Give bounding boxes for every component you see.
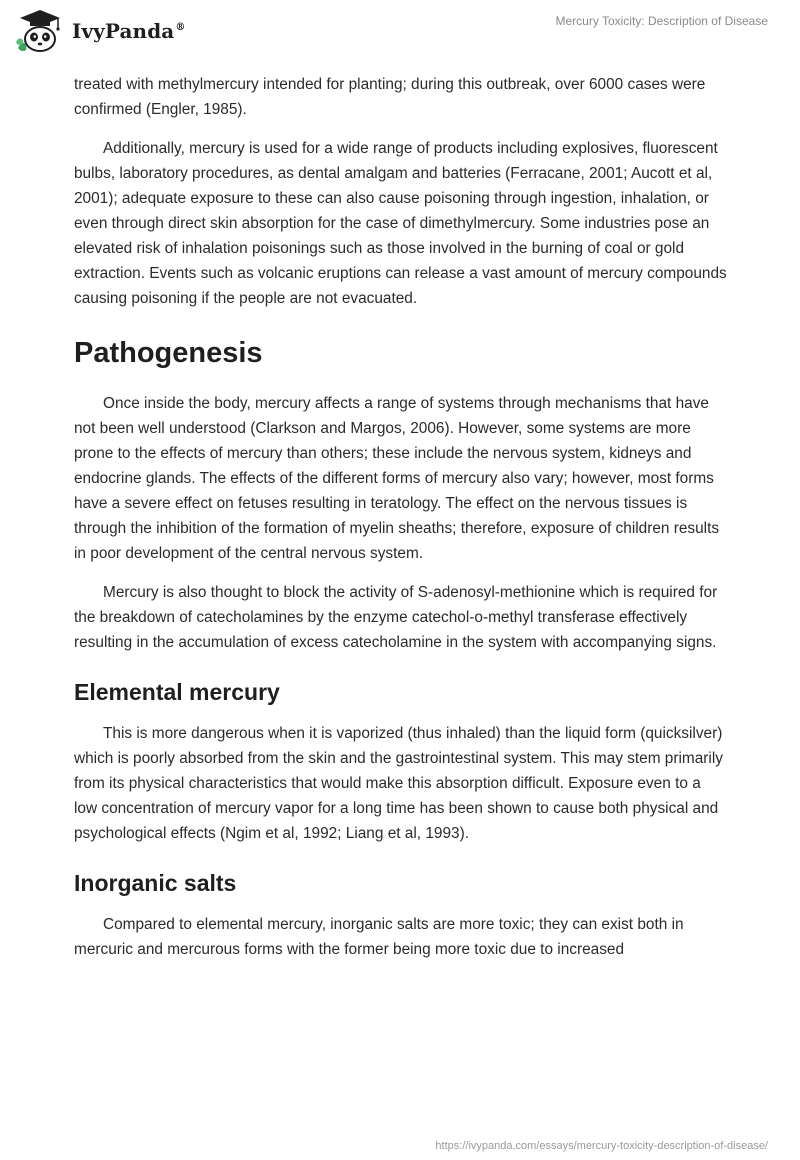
page-footer-url[interactable]: https://ivypanda.com/essays/mercury-toxicity-description-of-disease/ <box>435 1140 768 1152</box>
essay-content <box>74 72 728 962</box>
site-logo[interactable] <box>14 8 185 54</box>
panda-graduate-logo-icon <box>14 8 66 54</box>
paragraph-pathogenesis: Once inside the body, mercury affects a range of systems through mechanisms that have not been well understood (Clarkson and Margos, 2006). However, some systems are more prone to the effects of mercury than others; these include the nervous system, kidneys and endocrine glands. The effects of the different forms of mercury also vary; however, most forms have a severe effect on fetuses resulting in teratology. The effect on the nervous tissues is through the inhibition of the formation of myelin sheaths; therefore, exposure of children results in poor development of the central nervous system. <box>74 395 720 562</box>
heading-pathogenesis: Pathogenesis <box>74 337 263 369</box>
page-header <box>0 0 800 66</box>
paragraph-catecholamines: Mercury is also thought to block the activity of S-adenosyl-methionine which is required for the breakdown of catecholamines by the enzyme catechol-o-methyl transferase effectively resulting in the accumulation of excess catecholamine in the system with accompanying signs. <box>74 584 718 651</box>
registered-mark: ® <box>175 22 186 34</box>
document-title: Mercury Toxicity: Description of Disease <box>555 14 768 28</box>
paragraph-mercury-uses: Additionally, mercury is used for a wide range of products including explosives, fluorescent bulbs, laboratory procedures, as dental amalgam and batteries (Ferracane, 2001; Aucott et al, 2001); adequate exposure to these can also cause poisoning through ingestion, inhalation, or even through direct skin absorption for the case of dimethylmercury. Some industries pose an elevated risk of inhalation poisonings such as those involved in the burning of coal or gold extraction. Events such as volcanic eruptions can release a vast amount of mercury compounds causing poisoning if the people are not evacuated. <box>74 140 727 307</box>
heading-elemental-mercury: Elemental mercury <box>74 679 280 705</box>
heading-inorganic-salts: Inorganic salts <box>74 870 237 896</box>
paragraph-intro-continued: treated with methylmercury intended for planting; during this outbreak, over 6000 cases were confirmed (Engler, 1985). <box>74 76 706 118</box>
paragraph-elemental-mercury: This is more dangerous when it is vaporized (thus inhaled) than the liquid form (quicksilver) which is poorly absorbed from the skin and the gastrointestinal system. This may stem primarily from its physical characteristics that would make this absorption difficult. Exposure even to a low concentration of mercury vapor for a long time has been shown to cause both physical and psychological effects (Ngim et al, 1992; Liang et al, 1993). <box>74 725 723 842</box>
paragraph-inorganic-salts: Compared to elemental mercury, inorganic salts are more toxic; they can exist both in mercuric and mercurous forms with the former being more toxic due to increased <box>74 916 684 958</box>
brand-name: IvyPanda® <box>72 19 186 43</box>
